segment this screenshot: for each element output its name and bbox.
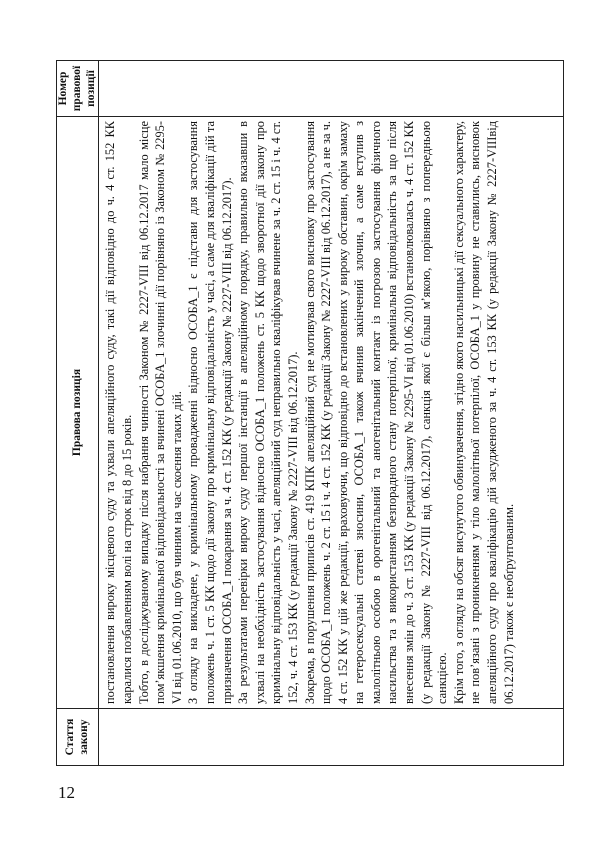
position-cell <box>99 117 564 709</box>
legal-positions-table <box>56 60 564 766</box>
position-number-cell <box>99 61 564 117</box>
header-article: Стаття закону <box>57 709 99 766</box>
article-cell <box>99 709 564 766</box>
paragraph-6: Крім того, з огляду на обсяг висунутого обвинувачення, згідно якого насильницькі дії сексуального характеру, не пов’язані з проникненням у тіло малолітньої потерпілої, ОСОБА_1 у провину не ставились, висновок апеляційного суду про кваліфікацію дій засудженого за ч. 4 ст. 153 КК (у редакції Закону № 2227-VIIIвід 06.12.2017) також є необґрунтованим. <box>451 121 516 704</box>
header-position-number: Номер правової позиції <box>57 61 99 117</box>
content-row <box>99 61 564 766</box>
header-row <box>57 61 99 766</box>
paragraph-1: постановлення вироку місцевого суду та ухвали апеляційного суду, такі дії відповідно до ч. 4 ст. 152 КК каралися позбавленням волі на строк від 8 до 15 років. <box>103 121 134 704</box>
page-number: 12 <box>58 783 75 802</box>
position-text <box>99 117 517 708</box>
rotated-table-wrapper <box>56 60 564 766</box>
paragraph-3: З огляду на викладене, у кримінальному провадженні відносно ОСОБА_1 є підстави для застосування положень ч. 1 ст. 5 КК щодо дії закону про кримінальну відповідальність у часі, а саме для кваліфікації дій та призначення ОСОБА_1 покарання за ч. 4 ст. 152 КК (у редакції Закону № 2227-VIII від 06.12.2017). <box>186 121 234 704</box>
header-position: Правова позиція <box>57 117 99 709</box>
paragraph-5: Зокрема, в порушення приписів ст. 419 КПК апеляційний суд не мотивував свого висновку про застосування щодо ОСОБА_1 положень ч. 2 ст. 15 і ч. 4 ст. 152 КК (у редакції Закону № 2227-VIII від 06.12.2017), а не за ч. 4 ст. 152 КК у цій же редакції, враховуючи, що відповідно до встановлених у вироку обставин, окрім замаху на гетеросексуальні статеві зносини, ОСОБА_1 також вчинив закінчений злочин, а саме вступив з малолітньою особою в орогенітальний та аногенітальний контакт із погрозою застосування фізичного насильства та з використанням безпорадного стану потерпілої, кримінальна відповідальність за що після внесення змін до ч. 3 ст. 153 КК (у редакції Закону № 2295-VI від 01.06.2010) встановлювалась ч. 4 ст. 152 КК (у редакції Закону № 2227-VIII від 06.12.2017), санкція якої є більш м’якою, порівняно з попередньою санкцією. <box>302 121 450 704</box>
paragraph-4: За результатами перевірки вироку суду першої інстанції в апеляційному порядку, правильно вказавши в ухвалі на необхідність застосування відносно ОСОБА_1 положень ст. 5 КК щодо зворотної дії закону про кримінальну відповідальність у часі, апеляційний суд неправильно кваліфікував вчинене за ч. 2 ст. 15 і ч. 4 ст. 152, ч. 4 ст. 153 КК (у редакції Закону № 2227-VIII від 06.12.2017). <box>236 121 300 704</box>
paragraph-2: Тобто, в досліджуваному випадку після набрання чинності Законом № 2227-VIII від 06.12.2017 мало місце пом’якшення кримінальної відповідальності за вчинені ОСОБА_1 злочинні дії порівняно із Законом № 2295-VI від 01.06.2010, що був чинним на час скоєння таких дій. <box>136 121 184 704</box>
